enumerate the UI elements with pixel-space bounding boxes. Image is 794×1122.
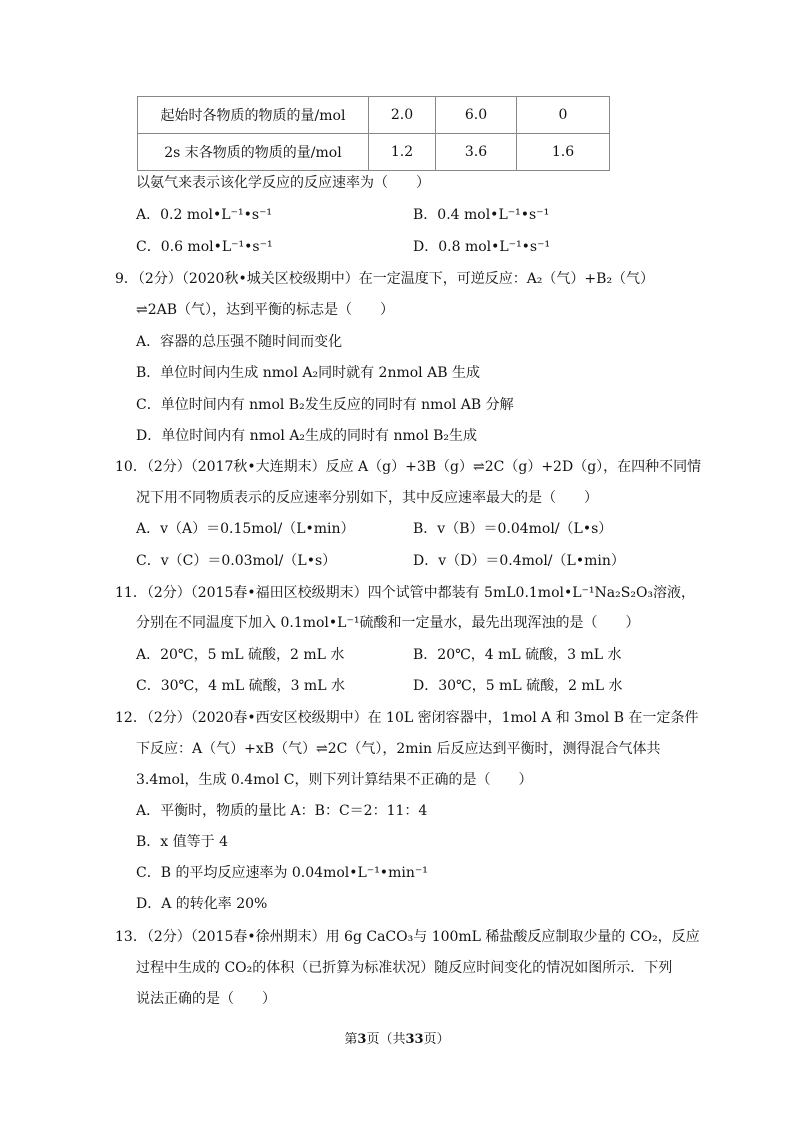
table-cell: 起始时各物质的物质的量/mol <box>138 97 369 134</box>
q9-line2: ⇌2AB（气），达到平衡的标志是（ ） <box>136 302 395 318</box>
q10-option-c: C．v（C）＝0.03mol/（L•s） <box>136 553 337 569</box>
table-cell: 0 <box>517 97 610 134</box>
table-cell: 2.0 <box>369 97 436 134</box>
q9-option-a: A．容器的总压强不随时间而变化 <box>136 334 343 350</box>
table-row <box>138 97 610 134</box>
q9-option-b: B．单位时间内生成 nmol A₂同时就有 2nmol AB 生成 <box>136 365 480 381</box>
q11-option-b: B．20℃，4 mL 硫酸，3 mL 水 <box>413 647 622 663</box>
q12-option-c: C．B 的平均反应速率为 0.04mol•L⁻¹•min⁻¹ <box>136 865 428 881</box>
q12-line2: 下反应：A（气）+xB（气）⇌2C（气），2min 后反应达到平衡时，测得混合气体共 <box>136 741 661 757</box>
q11-line1: 11．（2分）（2015春•福田区校级期末）四个试管中都装有 5mL0.1mol•L⁻¹Na₂S₂O₃溶液， <box>115 585 696 601</box>
footer-middle: 页（共 <box>366 1032 406 1047</box>
q11-option-a: A．20℃，5 mL 硫酸，2 mL 水 <box>136 647 345 663</box>
q9-option-c: C．单位时间内有 nmol B₂发生反应的同时有 nmol AB 分解 <box>136 397 514 413</box>
table-cell: 2s 末各物质的物质的量/mol <box>138 134 369 171</box>
q12-option-b: B．x 值等于 4 <box>136 834 228 850</box>
table-cell: 1.2 <box>369 134 436 171</box>
footer-suffix: 页） <box>423 1032 450 1047</box>
q13-line1: 13．（2分）（2015春•徐州期末）用 6g CaCO₃与 100mL 稀盐酸反应制取少量的 CO₂，反应 <box>115 929 700 945</box>
q12-option-a: A．平衡时，物质的量比 A：B：C＝2：11：4 <box>136 803 428 819</box>
table-row <box>138 134 610 171</box>
q12-line3: 3.4mol，生成 0.4mol C，则下列计算结果不正确的是（ ） <box>136 772 533 788</box>
q8-option-a: A．0.2 mol•L⁻¹•s⁻¹ <box>136 207 273 223</box>
q9-option-d: D．单位时间内有 nmol A₂生成的同时有 nmol B₂生成 <box>136 428 478 444</box>
q11-option-c: C．30℃，4 mL 硫酸，3 mL 水 <box>136 678 345 694</box>
q11-option-d: D．30℃，5 mL 硫酸，2 mL 水 <box>413 678 623 694</box>
total-page-number: 33 <box>405 1032 424 1047</box>
q8-option-c: C．0.6 mol•L⁻¹•s⁻¹ <box>136 239 273 255</box>
q10-line2: 况下用不同物质表示的反应速率分别如下，其中反应速率最大的是（ ） <box>136 490 598 506</box>
q10-option-b: B．v（B）＝0.04mol/（L•s） <box>413 521 613 537</box>
data-table <box>137 96 610 171</box>
table-cell: 6.0 <box>436 97 517 134</box>
q10-option-a: A．v（A）＝0.15mol/（L•min） <box>136 521 355 537</box>
q12-option-d: D．A 的转化率 20% <box>136 896 268 912</box>
table-cell: 3.6 <box>436 134 517 171</box>
q12-line1: 12．（2分）（2020春•西安区校级期中）在 10L 密闭容器中，1mol A 和 3mol B 在一定条件 <box>115 710 699 726</box>
q8-option-d: D．0.8 mol•L⁻¹•s⁻¹ <box>413 239 551 255</box>
footer-prefix: 第 <box>344 1032 358 1047</box>
q8-option-b: B．0.4 mol•L⁻¹•s⁻¹ <box>413 207 550 223</box>
q11-line2: 分别在不同温度下加入 0.1mol•L⁻¹硫酸和一定量水，最先出现浑浊的是（ ） <box>136 615 640 631</box>
table-cell: 1.6 <box>517 134 610 171</box>
q13-line2: 过程中生成的 CO₂的体积（已折算为标准状况）随反应时间变化的情况如图所示．下列 <box>136 960 673 976</box>
current-page-number: 3 <box>357 1032 367 1047</box>
q13-line3: 说法正确的是（ ） <box>136 991 276 1007</box>
q8-stem: 以氨气来表示该化学反应的反应速率为（ ） <box>136 175 430 191</box>
page-footer <box>0 1028 794 1047</box>
q10-option-d: D．v（D）＝0.4mol/（L•min） <box>413 553 625 569</box>
q9-line1: 9．（2分）（2020秋•城关区校级期中）在一定温度下，可逆反应：A₂（气）+B₂（气） <box>115 271 655 287</box>
q10-line1: 10．（2分）（2017秋•大连期末）反应 A（g）+3B（g）⇌2C（g）+2D（g），在四种不同情 <box>115 459 702 475</box>
